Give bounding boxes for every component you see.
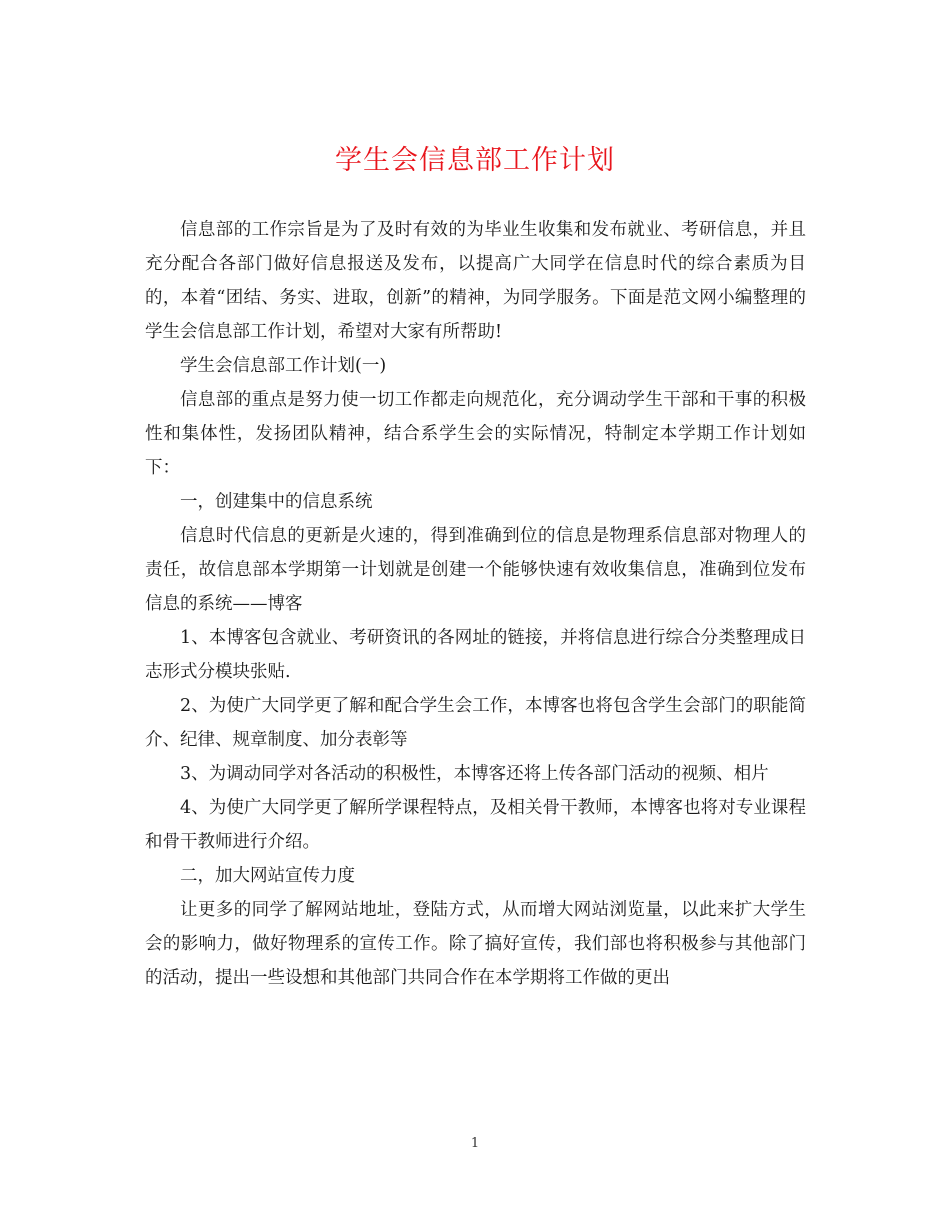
page-number: 1: [470, 1136, 480, 1151]
paragraph-intro: 信息部的工作宗旨是为了及时有效的为毕业生收集和发布就业、考研信息，并且充分配合各部门做好信息报送及发布，以提高广大同学在信息时代的综合素质为目的，本着“团结、务实、进取，创新”的精神，为同学服务。下面是范文网小编整理的学生会信息部工作计划，希望对大家有所帮助!: [145, 220, 806, 342]
list-item-2: 2、为使广大同学更了解和配合学生会工作，本博客也将包含学生会部门的职能简介、纪律、规章制度、加分表彰等: [145, 696, 806, 750]
paragraph-focus: 信息部的重点是努力使一切工作都走向规范化，充分调动学生干部和干事的积极性和集体性，发扬团队精神，结合系学生会的实际情况，特制定本学期工作计划如下：: [145, 390, 806, 478]
document-title: 学生会信息部工作计划: [335, 145, 615, 176]
list-item-4: 4、为使广大同学更了解所学课程特点，及相关骨干教师，本博客也将对专业课程和骨干教师进行介绍。: [145, 798, 806, 852]
list-item-1: 1、本博客包含就业、考研资讯的各网址的链接，并将信息进行综合分类整理成日志形式分模块张贴.: [145, 628, 806, 682]
document-body: [145, 213, 806, 995]
section-heading-plan-one: 学生会信息部工作计划(一): [180, 356, 387, 376]
section-heading-info-system: 一，创建集中的信息系统: [180, 492, 373, 512]
paragraph-promotion: 让更多的同学了解网站地址，登陆方式，从而增大网站浏览量，以此来扩大学生会的影响力，做好物理系的宣传工作。除了搞好宣传，我们部也将积极参与其他部门的活动，提出一些设想和其他部门共同合作在本学期将工作做的更出: [145, 900, 806, 988]
section-heading-promotion: 二，加大网站宣传力度: [180, 866, 355, 886]
paragraph-info-system: 信息时代信息的更新是火速的，得到准确到位的信息是物理系信息部对物理人的责任，故信息部本学期第一计划就是创建一个能够快速有效收集信息，准确到位发布信息的系统——博客: [145, 526, 806, 614]
list-item-3: 3、为调动同学对各活动的积极性，本博客还将上传各部门活动的视频、相片: [180, 764, 769, 784]
